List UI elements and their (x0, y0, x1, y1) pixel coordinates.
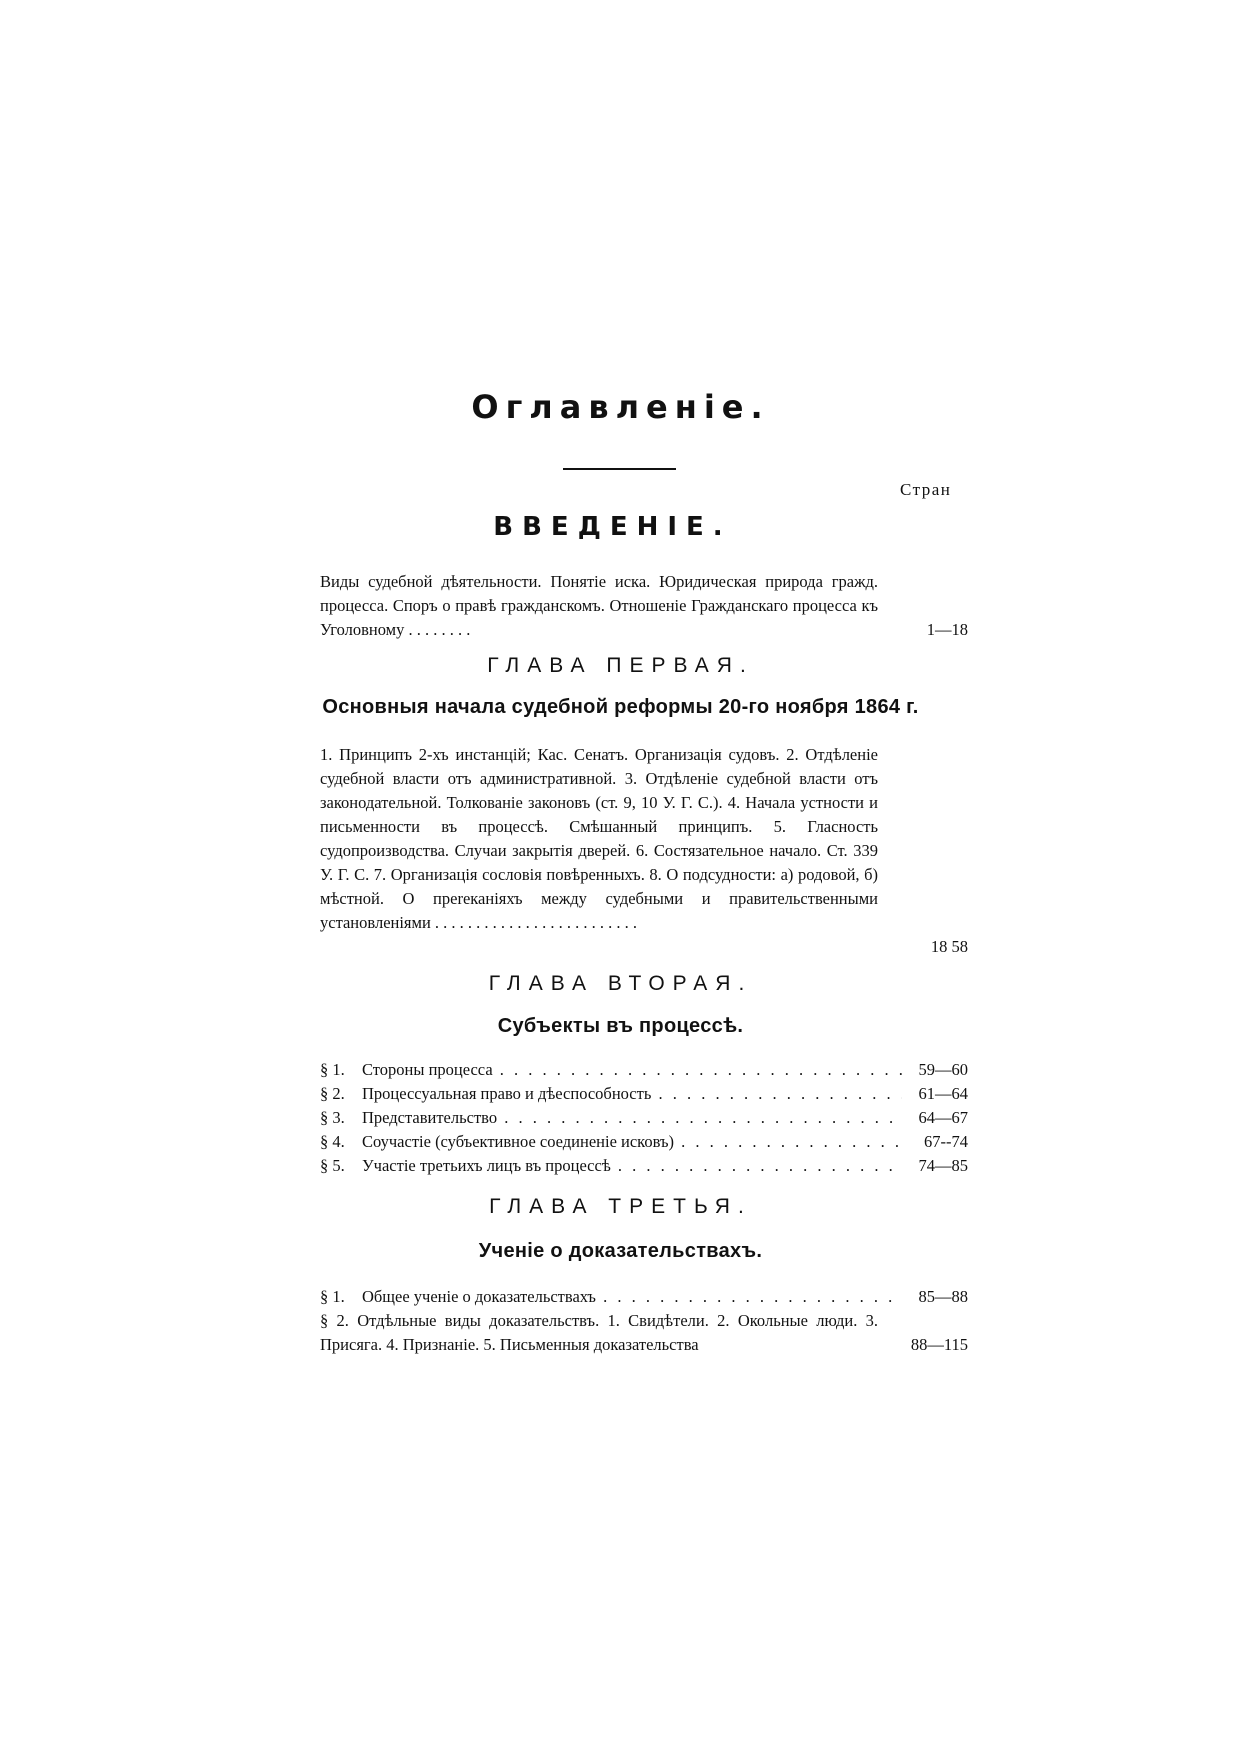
item-label: Представительство . . . (362, 1106, 902, 1130)
chapter2-subtitle: Субъекты въ процессѣ. (497, 1015, 744, 1037)
list-item (320, 1130, 968, 1154)
item-number: § 1. (320, 1287, 345, 1306)
list-item (320, 1285, 968, 1309)
chapter3-item2-text: § 2. Отдѣльные виды доказательствъ. 1. Свидѣтели. 2. Окольные люди. 3. Присяга. 4. Признаніе. 5. Письменныя доказательства (320, 1311, 878, 1354)
chapter1-heading: ГЛАВА ПЕРВАЯ. (487, 654, 754, 677)
list-item (320, 1106, 968, 1130)
title-divider (563, 468, 676, 470)
item-label: Общее ученіе о доказательствахъ . . . (362, 1285, 902, 1309)
chapter2-heading: ГЛАВА ВТОРАЯ. (488, 972, 753, 995)
chapter1-pages: 18 58 (930, 937, 968, 956)
item-number: § 5. (320, 1156, 345, 1175)
chapter3-heading: ГЛАВА ТРЕТЬЯ. (489, 1195, 752, 1218)
item-label: Процессуальная право и дѣеспособность . . . (362, 1082, 902, 1106)
introduction-heading: ВВЕДЕНІЕ. (493, 512, 732, 542)
page-title: Оглавленіе. (471, 388, 770, 426)
item-label: Стороны процесса . . . (362, 1058, 902, 1082)
list-item (320, 1082, 968, 1106)
page-column-label: Стран (900, 480, 952, 499)
item-label: Участіе третьихъ лицъ въ процессѣ . . . (362, 1154, 902, 1178)
introduction-text: Виды судебной дѣятельности. Понятіе иска. Юридическая природа гражд. процесса. Споръ о правѣ гражданскомъ. Отношеніе Гражданскаго процесса къ Уголовному . . . . . . . . (320, 572, 878, 639)
item-pages: 64—67 (918, 1108, 968, 1127)
list-item (320, 1154, 968, 1178)
item-pages: 59—60 (918, 1060, 968, 1079)
list-item (320, 1058, 968, 1082)
chapter3-subtitle: Ученіе о доказательствахъ. (478, 1240, 763, 1262)
item-number: § 2. (320, 1084, 345, 1103)
item-label: Соучастіе (субъективное соединеніе исковъ) . . . (362, 1130, 902, 1154)
item-pages: 74—85 (918, 1156, 968, 1175)
item-pages: 67--74 (924, 1132, 968, 1151)
item-pages: 61—64 (918, 1084, 968, 1103)
chapter3-item2-pages: 88—115 (910, 1335, 968, 1354)
item-number: § 1. (320, 1060, 345, 1079)
introduction-pages: 1—18 (926, 620, 968, 639)
item-pages: 85—88 (918, 1287, 968, 1306)
chapter1-text: 1. Принципъ 2-хъ инстанцій; Кас. Сенатъ. Организація судовъ. 2. Отдѣленіе судебной власти отъ административной. 3. Отдѣленіе судебной власти отъ законодательной. Толкованіе законовъ (ст. 9, 10 У. Г. С.). 4. Начала устности и письменности въ процессѣ. Смѣшанный принципъ. 5. Гласность судопроизводства. Случаи закрытія дверей. 6. Состязательное начало. Ст. 339 У. Г. С. 7. Организація сословія повѣренныхъ. 8. О подсудности: а) родовой, б) мѣстной. О прereканіяхъ между судебными и правительственными установленіями . . . . . . . . . . . . . . . . . . . . . . . . . (320, 745, 878, 932)
item-number: § 3. (320, 1108, 345, 1127)
item-number: § 4. (320, 1132, 345, 1151)
chapter1-subtitle: Основныя начала судебной реформы 20-го ноября 1864 г. (322, 696, 919, 718)
